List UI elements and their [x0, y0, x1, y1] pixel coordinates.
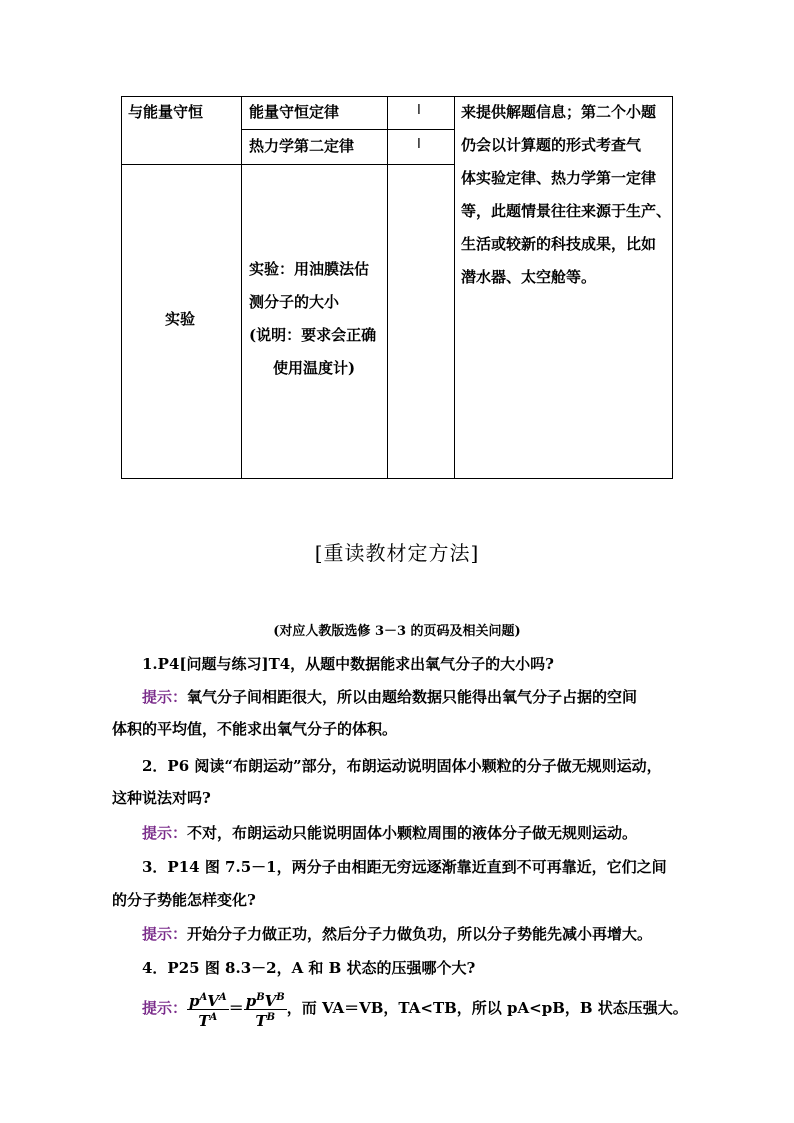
experiment-line: 测分子的大小 [249, 293, 340, 311]
knowledge-table [121, 96, 673, 479]
note-line: 来提供解题信息；第二个小题 [461, 103, 657, 121]
hint-label: 提示： [142, 688, 188, 706]
experiment-line: (说明：要求会正确 [249, 326, 377, 344]
section-subtitle: (对应人教版选修 3－3 的页码及相关问题) [273, 624, 521, 639]
cell-item-second-law: 热力学第二定律 [249, 137, 355, 155]
hint-4-text: ，而 VA＝VB，TA<TB，所以 pA<pB，B 状态压强大。 [286, 999, 688, 1017]
note-line: 潜水器、太空舱等。 [461, 268, 597, 286]
hint-4: 提示： $\frac{p^AV^A}{T^A}$ ＝ $\frac{p^BV^B}{T^B}$ ，而 VA＝VB，TA<TB，所以 pA<pB，B 状态压强大。 [142, 991, 688, 1030]
hint-label: 提示： [142, 824, 188, 842]
cell-category-experiment: 实验 [165, 310, 196, 328]
hint-2-text: 不对，布朗运动只能说明固体小颗粒周围的液体分子做无规则运动。 [187, 824, 638, 842]
section-heading: [重读教材定方法] [314, 541, 480, 565]
question-4: 4．P25 图 8.3－2，A 和 B 状态的压强哪个大? [142, 959, 476, 977]
cell-level-2: Ⅰ [417, 137, 421, 152]
formula-fraction-a: $\frac{p^AV^A}{T^A}$ [189, 991, 227, 1030]
cell-item-energy-conservation: 能量守恒定律 [249, 103, 340, 121]
hint-3 [112, 918, 714, 950]
question-2-cont: 这种说法对吗? [112, 789, 211, 807]
question-2: 2．P6 阅读“布朗运动”部分，布朗运动说明固体小颗粒的分子做无规则运动， [142, 757, 662, 775]
cell-experiment-item [249, 253, 385, 385]
hint-1 [112, 681, 714, 713]
note-line: 生活或较新的科技成果，比如 [461, 235, 657, 253]
question-1: 1.P4[问题与练习]T4，从题中数据能求出氧气分子的大小吗? [142, 655, 554, 673]
note-line: 仍会以计算题的形式考查气 [461, 136, 642, 154]
question-3: 3．P14 图 7.5－1，两分子由相距无穷远逐渐靠近直到不可再靠近，它们之间 [142, 858, 667, 876]
hint-label: 提示： [142, 925, 188, 943]
formula-fraction-b: $\frac{p^BV^B}{T^B}$ [245, 991, 285, 1030]
cell-exam-note [461, 96, 671, 294]
hint-label: 提示： [142, 999, 188, 1017]
note-line: 等，此题情景往往来源于生产、 [461, 202, 672, 220]
hint-1-text: 氧气分子间相距很大，所以由题给数据只能得出氧气分子占据的空间 [187, 688, 638, 706]
note-line: 体实验定律、热力学第一定律 [461, 169, 657, 187]
hint-3-text: 开始分子力做正功，然后分子力做负功，所以分子势能先减小再增大。 [187, 925, 653, 943]
hint-2 [112, 817, 714, 849]
question-3-cont: 的分子势能怎样变化? [112, 891, 256, 909]
cell-category-energy: 与能量守恒 [128, 103, 204, 121]
hint-1-cont: 体积的平均值，不能求出氧气分子的体积。 [112, 720, 398, 738]
cell-level-1: Ⅰ [417, 103, 421, 118]
experiment-line: 使用温度计) [273, 359, 356, 377]
experiment-line: 实验：用油膜法估 [249, 260, 370, 278]
